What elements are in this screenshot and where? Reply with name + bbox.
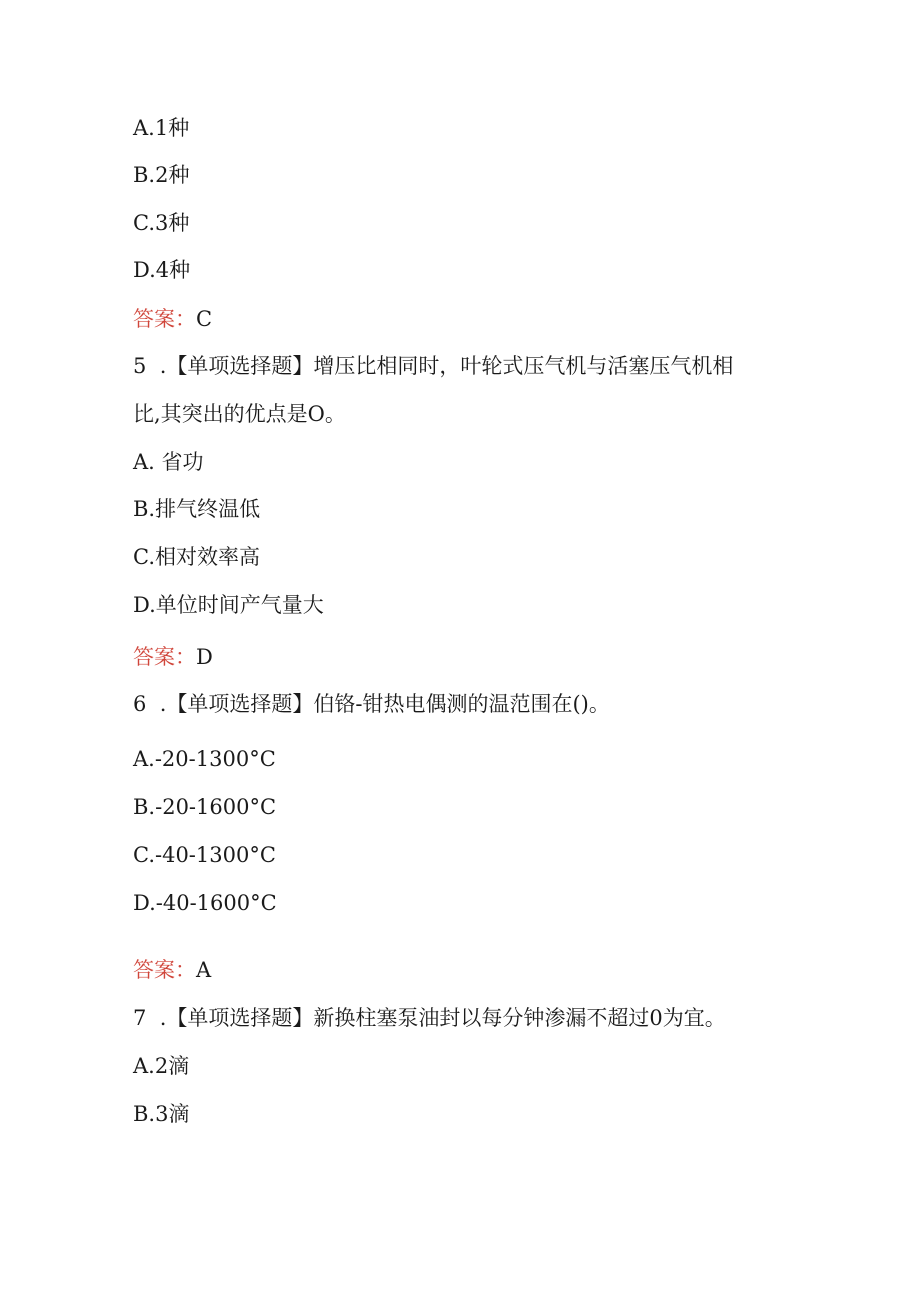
- answer-label: 答案：: [133, 645, 196, 669]
- q6-option-b: B.-20-1600°C: [133, 795, 277, 819]
- q7-stem: 7 .【单项选择题】新换柱塞泵油封以每分钟渗漏不超过0为宜。: [133, 1006, 726, 1030]
- q5-option-a: A. 省功: [133, 450, 204, 474]
- q6-answer: [133, 960, 211, 981]
- q7-option-b: B.3滴: [133, 1102, 190, 1126]
- q4-answer: [133, 309, 212, 330]
- q5-option-c: C.相对效率高: [133, 545, 260, 569]
- q4-option-b: B.2种: [133, 163, 190, 187]
- q4-option-a: A.1种: [133, 116, 190, 140]
- answer-label: 答案：: [133, 958, 196, 982]
- q5-answer: [133, 647, 213, 668]
- q6-stem: 6 .【单项选择题】伯铬-钳热电偶测的温范围在()。: [133, 692, 610, 716]
- answer-value: C: [196, 307, 213, 331]
- answer-value: A: [196, 958, 212, 982]
- q6-option-d: D.-40-1600°C: [133, 891, 277, 915]
- q4-option-d: D.4种: [133, 258, 191, 282]
- q7-option-a: A.2滴: [133, 1054, 190, 1078]
- q6-option-a: A.-20-1300°C: [133, 747, 276, 771]
- q5-stem-line2: 比,其突出的优点是O。: [133, 402, 346, 426]
- q4-option-c: C.3种: [133, 211, 190, 235]
- q5-option-b: B.排气终温低: [133, 497, 261, 521]
- answer-label: 答案：: [133, 307, 196, 331]
- q5-option-d: D.单位时间产气量大: [133, 593, 324, 617]
- q6-option-c: C.-40-1300°C: [133, 843, 276, 867]
- answer-value: D: [196, 645, 213, 669]
- q5-stem-line1: 5 .【单项选择题】增压比相同时，叶轮式压气机与活塞压气机相: [133, 354, 734, 378]
